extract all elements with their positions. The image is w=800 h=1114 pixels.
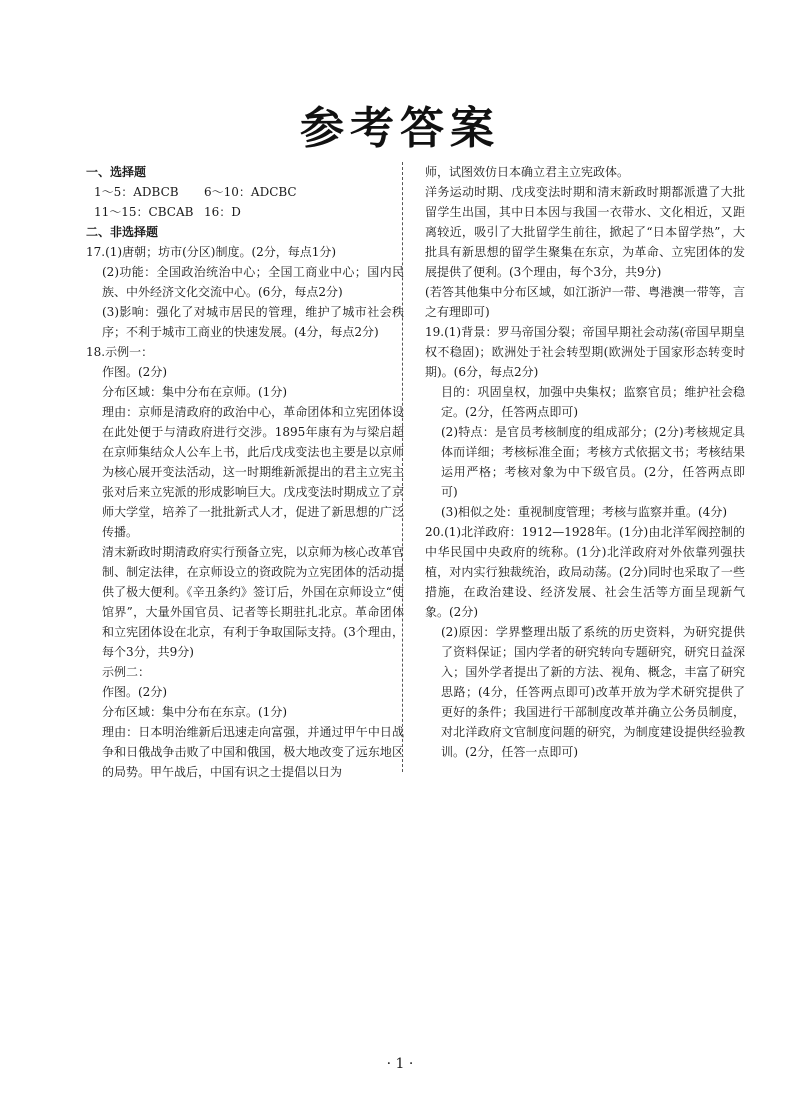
q18-heading: 18.示例一： <box>86 345 154 359</box>
q19-part1: 19.(1)背景：罗马帝国分裂；帝国早期社会动荡(帝国早期皇权不稳固)；欧洲处于社会转型期(欧洲处于国家形态转变时期)。(6分，每点2分) <box>425 325 745 379</box>
q20-part2: (2)原因：学界整理出版了系统的历史资料，为研究提供了资料保证；国内学者的研究转向专题研究，研究日益深入；国外学者提出了新的方法、视角、概念，丰富了研究思路；(4分，任答两点即可)改革开放为学术研究提供了更好的条件；我国进行干部制度改革并确立公务员制度，对北洋政府文官制度问题的研究，为制度建设提供经验教训。(2分，任答一点即可) <box>441 625 745 759</box>
q19-part1-purpose: 目的：巩固皇权，加强中央集权；监察官员；维护社会稳定。(2分，任答两点即可) <box>441 385 745 419</box>
answer-range-1: 1～5：ADBCB <box>94 185 179 199</box>
q17-part3: (3)影响：强化了对城市居民的管理，维护了城市社会秩序；不利于城市工商业的快速发展。(4分，每点2分) <box>102 305 404 339</box>
q18-note: (若答其他集中分布区域，如江浙沪一带、粤港澳一带等，言之有理即可) <box>425 285 745 319</box>
left-column <box>86 162 404 782</box>
page-title: 参考答案 <box>300 103 500 154</box>
q17-part2: (2)功能：全国政治统治中心；全国工商业中心；国内民族、中外经济文化交流中心。(6分，每点2分) <box>102 265 404 299</box>
answer-row-1 <box>86 182 404 202</box>
answer-range-3: 11～15：CBCAB <box>94 205 194 219</box>
q18-draw-1: 作图。(2分) <box>102 365 167 379</box>
right-column <box>425 162 745 762</box>
q18-reason-2: 理由：日本明治维新后迅速走向富强，并通过甲午中日战争和日俄战争击败了中国和俄国，极大地改变了远东地区的局势。甲午战后，中国有识之士提倡以日为 <box>102 725 404 779</box>
q18-reason-1b: 清末新政时期清政府实行预备立宪，以京师为核心改革官制、制定法律，在京师设立的资政院为立宪团体的活动提供了极大便利。《辛丑条约》签订后，外国在京师设立“使馆界”，大量外国官员、记者等长期驻扎北京。革命团体和立宪团体设在北京，有利于争取国际支持。(3个理由，每个3分，共9分) <box>102 545 404 659</box>
q18-example-2: 示例二： <box>102 665 151 679</box>
answer-row-2 <box>86 202 404 222</box>
q20-part1: 20.(1)北洋政府：1912—1928年。(1分)由北洋军阀控制的中华民国中央政府的统称。(1分)北洋政府对外依靠列强扶植，对内实行独裁统治，政局动荡。(2分)同时也采取了一些措施，在政治建设、经济发展、社会生活等方面呈现新气象。(2分) <box>425 525 745 619</box>
q19-part2: (2)特点：是官员考核制度的组成部分；(2分)考核规定具体而详细；考核标准全面；考核方式依据文书；考核结果运用严格；考核对象为中下级官员。(2分，任答两点即可) <box>441 425 745 499</box>
answer-range-2: 6～10：ADCBC <box>204 185 297 199</box>
q18-reason-2-more: 洋务运动时期、戊戌变法时期和清末新政时期都派遣了大批留学生出国，其中日本因与我国一衣带水、文化相近，又距离较近，吸引了大批留学生前往，掀起了“日本留学热”，大批具有新思想的留学生聚集在东京，为革命、立宪团体的发展提供了便利。(3个理由，每个3分，共9分) <box>425 185 745 279</box>
answer-range-4: 16：D <box>204 205 241 219</box>
q18-region-1: 分布区域：集中分布在京师。(1分) <box>102 385 287 399</box>
section-heading-choice: 一、选择题 <box>86 165 147 179</box>
section-heading-nonchoice: 二、非选择题 <box>86 225 159 239</box>
q17-part1: 17.(1)唐朝；坊市(分区)制度。(2分，每点1分) <box>86 245 337 259</box>
q18-reason-2-cont: 师，试图效仿日本确立君主立宪政体。 <box>425 165 630 179</box>
q19-part3: (3)相似之处：重视制度管理；考核与监察并重。(4分) <box>441 505 727 519</box>
q18-reason-1a: 理由：京师是清政府的政治中心，革命团体和立宪团体设在此处便于与清政府进行交涉。1895年康有为与梁启超在京师集结众人公车上书，此后戊戌变法也主要是以京师为核心展开变法活动，这一时期维新派提出的君主立宪主张对后来立宪派的形成影响巨大。戊戌变法时期成立了京师大学堂，培养了一批批新式人才，促进了新思想的广泛传播。 <box>102 405 404 539</box>
q18-region-2: 分布区域：集中分布在东京。(1分) <box>102 705 287 719</box>
q18-draw-2: 作图。(2分) <box>102 685 167 699</box>
column-divider <box>402 162 403 772</box>
page-number: · 1 · <box>386 1056 414 1072</box>
